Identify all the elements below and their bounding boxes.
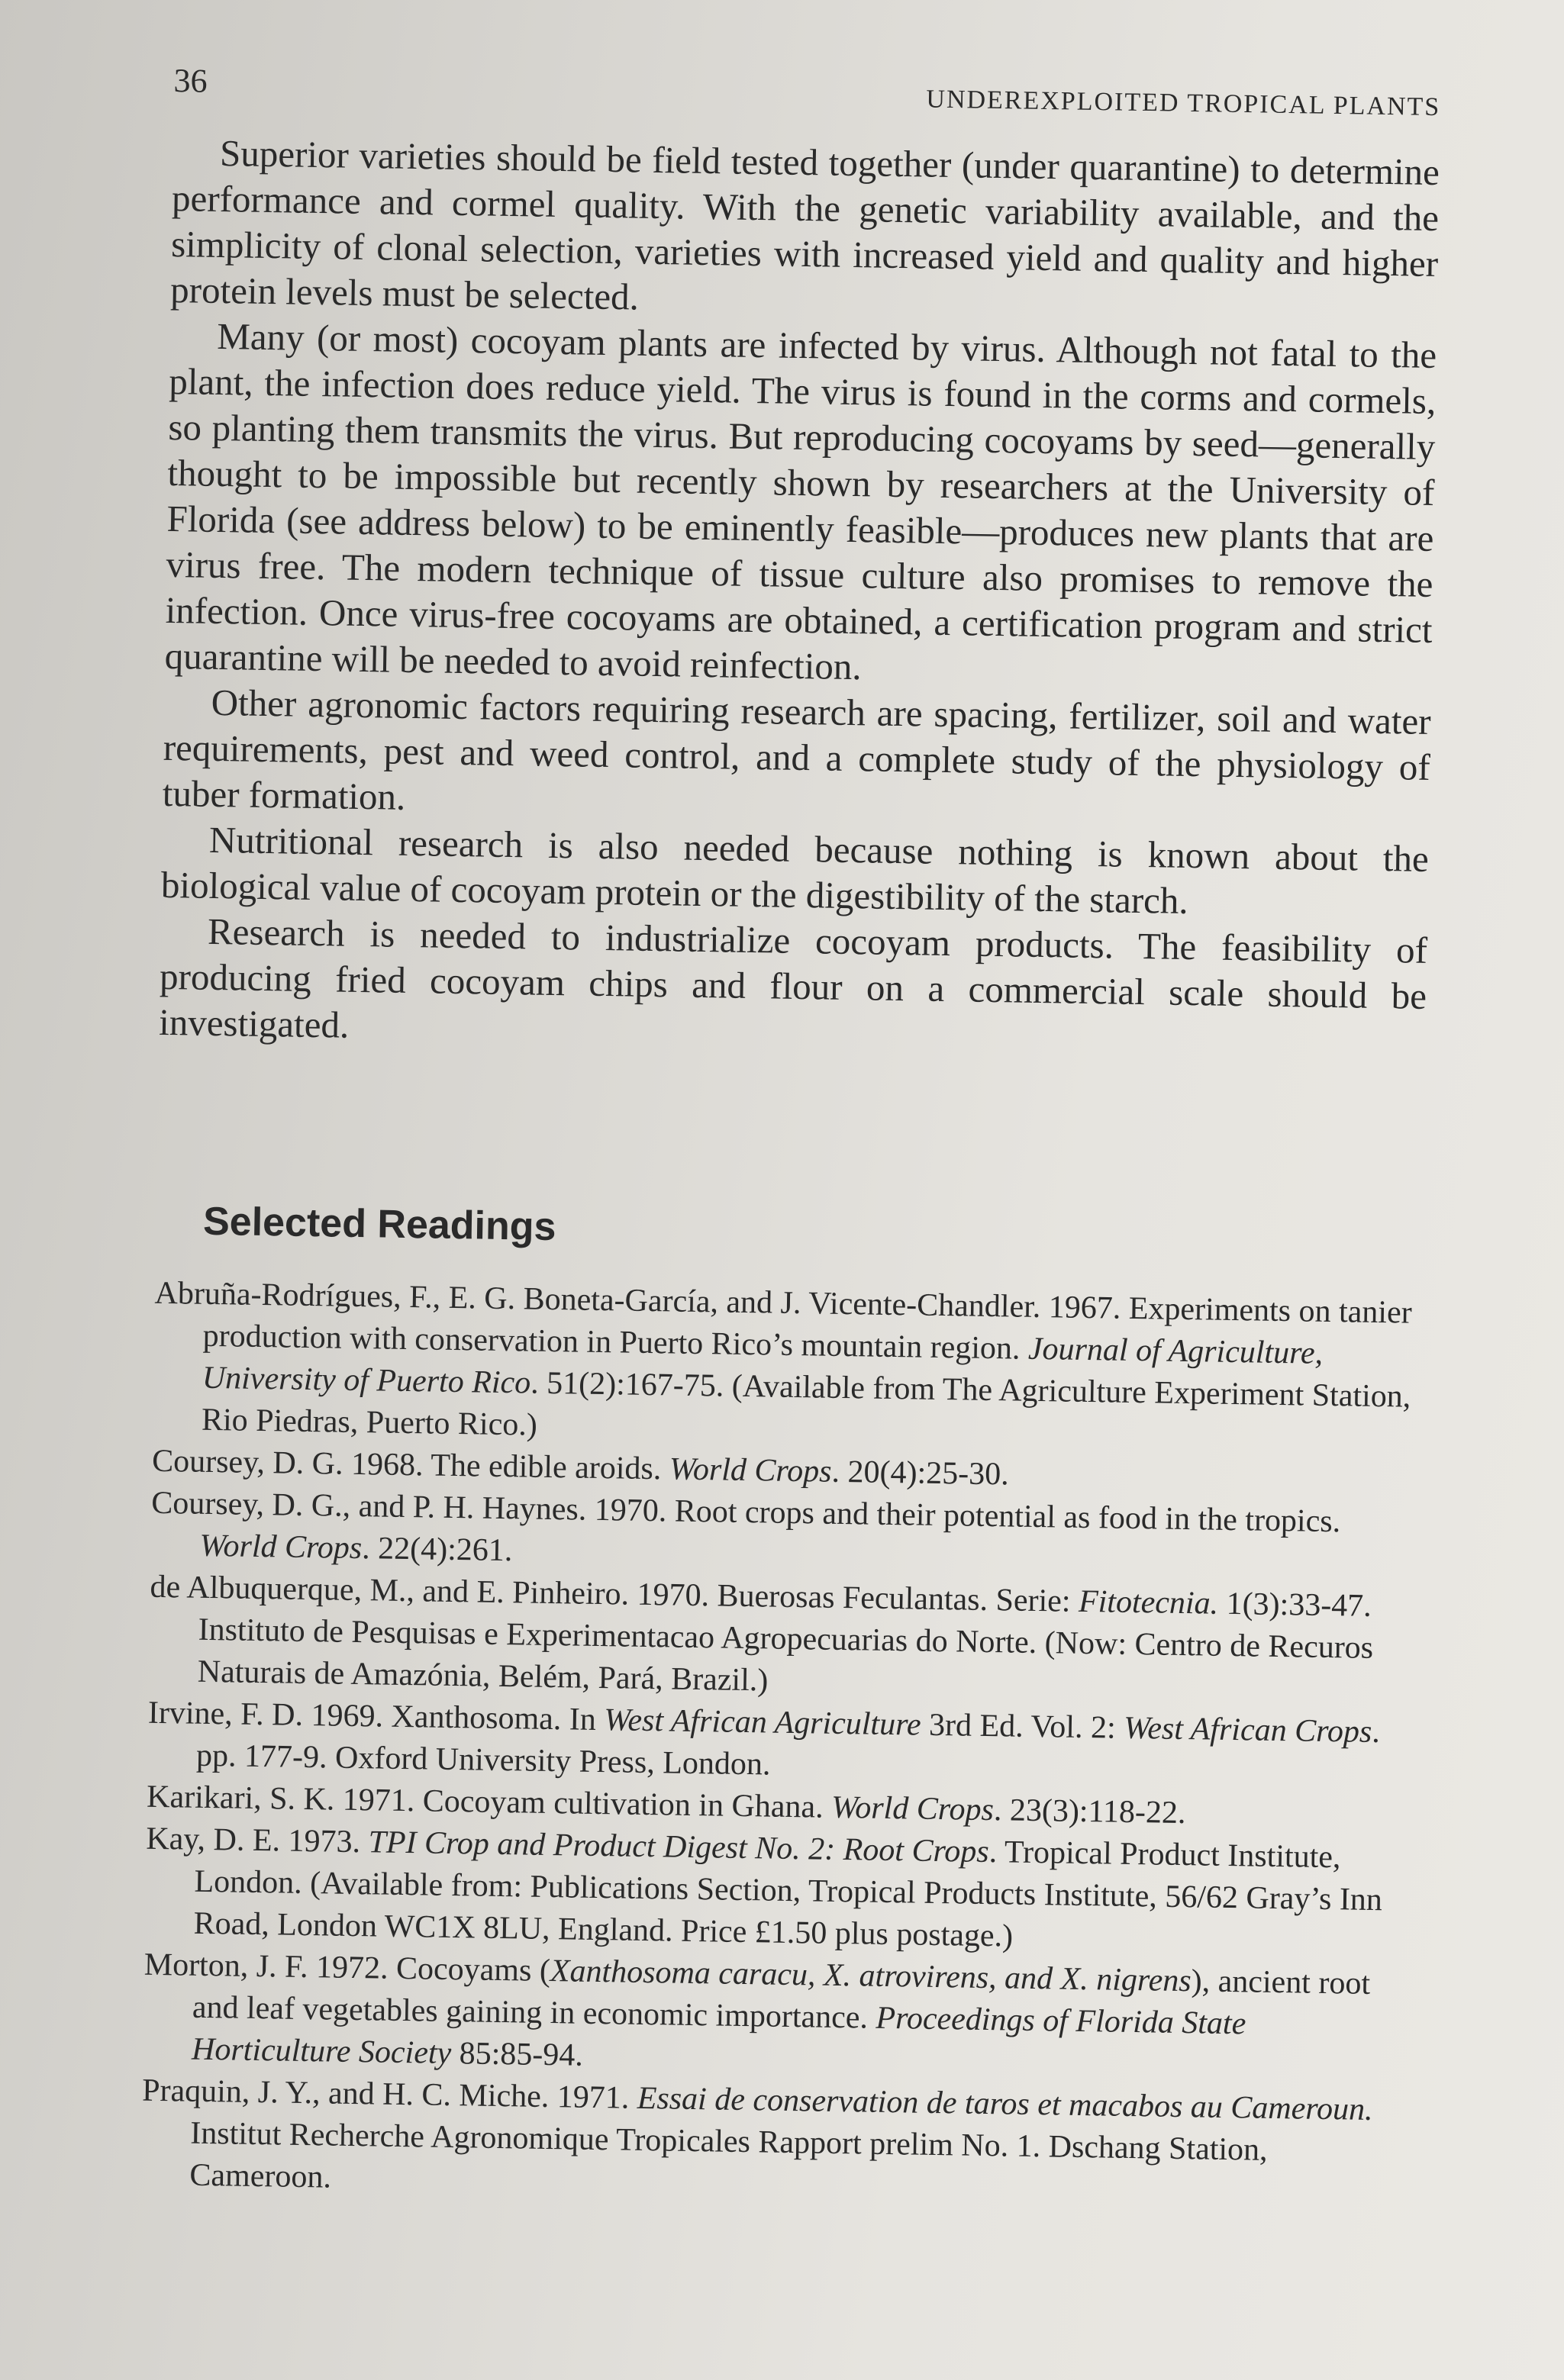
reference-item: Coursey, D. G., and P. H. Haynes. 1970. Root crops and their potential as food in the tropics. World Crops. 22(4):261. bbox=[150, 1485, 1341, 1569]
reference-list bbox=[140, 1273, 1422, 2216]
reference-item: Morton, J. F. 1972. Cocoyams (Xanthosoma caracu, X. atrovirens, and X. nigrens), ancient root and leaf vegetables gaining in economic importance. Proceedings of Florida State Horticulture Society 85:85-94. bbox=[144, 1947, 1371, 2073]
paragraph: Nutritional research is also needed because nothing is known about the biological value of cocoyam protein or the digestibility of the starch. bbox=[160, 818, 1430, 923]
reference-item: Coursey, D. G. 1968. The edible aroids. World Crops. 20(4):25-30. bbox=[151, 1443, 1010, 1493]
book-page bbox=[140, 61, 1441, 2216]
reference-item: Praquin, J. Y., and H. C. Miche. 1971. Essai de conservation de taros et macabos au Cameroun. Institut Recherche Agronomique Tropicales Rapport prelim No. 1. Dschang Station, Cameroon. bbox=[141, 2072, 1373, 2195]
section-heading: Selected Readings bbox=[202, 1199, 556, 1250]
reference-item: Kay, D. E. 1973. TPI Crop and Product Digest No. 2: Root Crops. Tropical Product Institute, London. (Available from: Publications Section, Tropical Products Institute, 56/62 Gray’s Inn Road, London WC1X 8LU, England. Price £1.50 plus postage.) bbox=[146, 1821, 1383, 1954]
reference-item: Abruña-Rodrígues, F., E. G. Boneta-García, and J. Vicente-Chandler. 1967. Experiments on tanier production with conservation in Puerto Rico’s mountain region. Journal of Agriculture, University of Puerto Rico. 51(2):167-75. (Available from The Agriculture Experiment Station, Rio Piedras, Puerto Rico.) bbox=[154, 1275, 1413, 1443]
running-head: UNDEREXPLOITED TROPICAL PLANTS bbox=[926, 85, 1441, 122]
page-number: 36 bbox=[173, 61, 208, 100]
reference-item: de Albuquerque, M., and E. Pinheiro. 1970. Buerosas Feculantas. Serie: Fitotecnia. 1(3):33-47. Instituto de Pesquisas e Experimentacao Agropecuarias do Norte. (Now: Centro de Recuros Naturais de Amazónia, Belém, Pará, Brazil.) bbox=[150, 1569, 1374, 1699]
paragraph: Superior varieties should be field tested together (under quarantine) to determine performance and cormel quality. With the genetic variability available, and the simplicity of clonal selection, varieties with increased yield and quality and higher protein levels must be selected. bbox=[169, 131, 1440, 318]
paragraph: Many (or most) cocoyam plants are infected by virus. Although not fatal to the plant, the infection does reduce yield. The virus is found in the corms and cormels, so planting them transmits the virus. But reproducing cocoyams by seed—generally thought to be impossible but recently shown by researchers at the University of Florida (see address below) to be eminently feasible—produces new plants that are virus free. The modern technique of tissue culture also promises to remove the infection. Once virus-free cocoyams are obtained, a certification program and strict quarantine will be needed to avoid reinfection. bbox=[164, 314, 1437, 688]
reference-item: Irvine, F. D. 1969. Xanthosoma. In West African Agriculture 3rd Ed. Vol. 2: West African Crops. pp. 177-9. Oxford University Press, London. bbox=[147, 1695, 1381, 1783]
reference-item: Karikari, S. K. 1971. Cocoyam cultivation in Ghana. World Crops. 23(3):118-22. bbox=[146, 1779, 1186, 1831]
body-text bbox=[159, 130, 1440, 1065]
paragraph: Other agronomic factors requiring research are spacing, fertilizer, soil and water requirements, pest and weed control, and a complete study of the physiology of tuber formation. bbox=[162, 681, 1432, 818]
paragraph: Research is needed to industrialize cocoyam products. The feasibility of producing fried cocoyam chips and flour on a commercial scale should be investigated. bbox=[158, 910, 1428, 1046]
